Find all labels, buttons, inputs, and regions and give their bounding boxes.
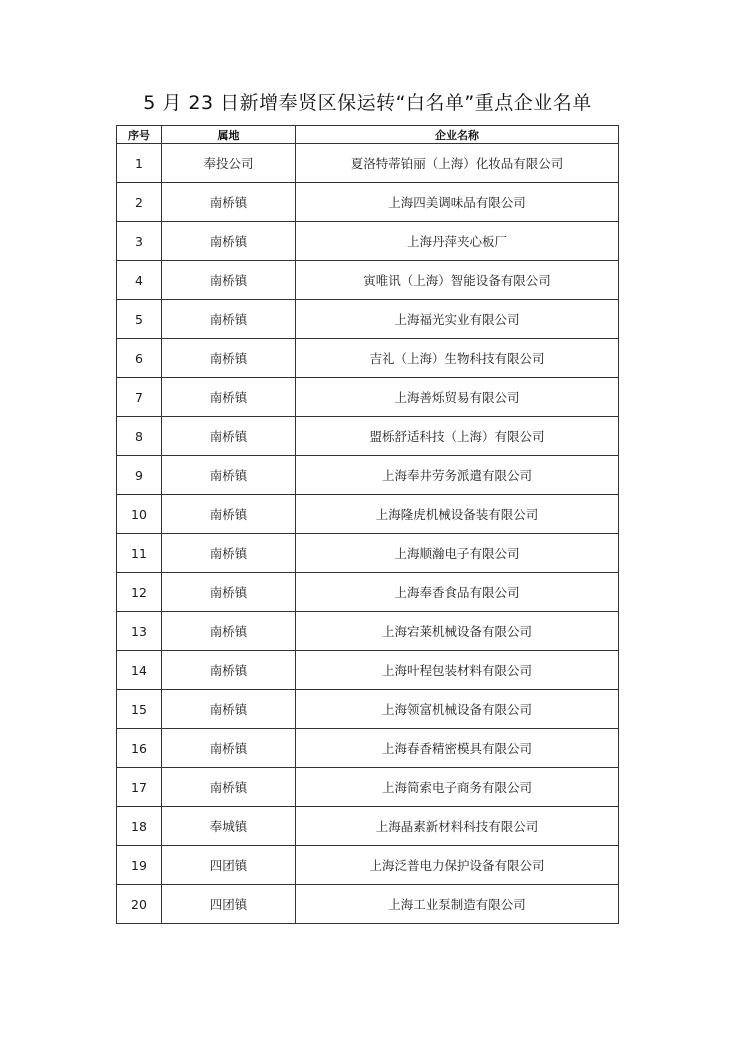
- row-jurisdiction: 南桥镇: [162, 183, 296, 222]
- row-serial-number: 10: [117, 495, 162, 534]
- row-company-name: 上海泛普电力保护设备有限公司: [296, 846, 619, 885]
- row-company-name: 上海领富机械设备有限公司: [296, 690, 619, 729]
- table-row: [117, 807, 619, 846]
- table-row: [117, 261, 619, 300]
- table-row: [117, 378, 619, 417]
- table-row: [117, 222, 619, 261]
- row-jurisdiction: 南桥镇: [162, 378, 296, 417]
- row-company-name: 上海叶程包装材料有限公司: [296, 651, 619, 690]
- row-serial-number: 13: [117, 612, 162, 651]
- table-row: [117, 495, 619, 534]
- row-jurisdiction: 奉城镇: [162, 807, 296, 846]
- row-company-name: 上海春香精密模具有限公司: [296, 729, 619, 768]
- row-jurisdiction: 南桥镇: [162, 768, 296, 807]
- row-jurisdiction: 南桥镇: [162, 261, 296, 300]
- row-company-name: 寅唯讯（上海）智能设备有限公司: [296, 261, 619, 300]
- row-serial-number: 18: [117, 807, 162, 846]
- row-serial-number: 15: [117, 690, 162, 729]
- row-company-name: 上海晶素新材料科技有限公司: [296, 807, 619, 846]
- row-serial-number: 3: [117, 222, 162, 261]
- row-jurisdiction: 南桥镇: [162, 495, 296, 534]
- row-company-name: 上海奉香食品有限公司: [296, 573, 619, 612]
- table-row: [117, 729, 619, 768]
- table-row: [117, 456, 619, 495]
- row-company-name: 上海顺瀚电子有限公司: [296, 534, 619, 573]
- row-company-name: 上海工业泵制造有限公司: [296, 885, 619, 924]
- row-jurisdiction: 南桥镇: [162, 534, 296, 573]
- row-serial-number: 8: [117, 417, 162, 456]
- row-jurisdiction: 南桥镇: [162, 573, 296, 612]
- table-row: [117, 690, 619, 729]
- row-company-name: 上海丹萍夹心板厂: [296, 222, 619, 261]
- table-row: [117, 300, 619, 339]
- row-company-name: 盟栎舒适科技（上海）有限公司: [296, 417, 619, 456]
- row-serial-number: 2: [117, 183, 162, 222]
- row-jurisdiction: 南桥镇: [162, 690, 296, 729]
- row-jurisdiction: 南桥镇: [162, 300, 296, 339]
- row-jurisdiction: 南桥镇: [162, 417, 296, 456]
- row-serial-number: 16: [117, 729, 162, 768]
- table-row: [117, 612, 619, 651]
- table-row: [117, 534, 619, 573]
- row-jurisdiction: 四团镇: [162, 885, 296, 924]
- row-serial-number: 12: [117, 573, 162, 612]
- row-serial-number: 1: [117, 144, 162, 183]
- row-serial-number: 9: [117, 456, 162, 495]
- table-row: [117, 417, 619, 456]
- row-jurisdiction: 南桥镇: [162, 222, 296, 261]
- row-jurisdiction: 南桥镇: [162, 456, 296, 495]
- header-company-name: 企业名称: [296, 126, 619, 144]
- company-whitelist-table: [116, 125, 619, 924]
- table-row: [117, 846, 619, 885]
- table-header-row: [117, 126, 619, 144]
- row-serial-number: 17: [117, 768, 162, 807]
- row-serial-number: 19: [117, 846, 162, 885]
- row-company-name: 吉礼（上海）生物科技有限公司: [296, 339, 619, 378]
- row-jurisdiction: 奉投公司: [162, 144, 296, 183]
- page-title: 5 月 23 日新增奉贤区保运转“白名单”重点企业名单: [143, 92, 592, 114]
- table-row: [117, 768, 619, 807]
- row-jurisdiction: 南桥镇: [162, 612, 296, 651]
- row-serial-number: 6: [117, 339, 162, 378]
- table-row: [117, 651, 619, 690]
- header-serial-number: 序号: [117, 126, 162, 144]
- row-serial-number: 4: [117, 261, 162, 300]
- row-serial-number: 14: [117, 651, 162, 690]
- row-jurisdiction: 南桥镇: [162, 339, 296, 378]
- row-serial-number: 20: [117, 885, 162, 924]
- row-jurisdiction: 南桥镇: [162, 651, 296, 690]
- row-jurisdiction: 四团镇: [162, 846, 296, 885]
- row-company-name: 上海奉井劳务派遣有限公司: [296, 456, 619, 495]
- row-jurisdiction: 南桥镇: [162, 729, 296, 768]
- row-company-name: 上海宕莱机械设备有限公司: [296, 612, 619, 651]
- table-row: [117, 885, 619, 924]
- row-serial-number: 5: [117, 300, 162, 339]
- table-row: [117, 183, 619, 222]
- row-company-name: 夏洛特蒂铂丽（上海）化妆品有限公司: [296, 144, 619, 183]
- header-jurisdiction: 属地: [162, 126, 296, 144]
- table-row: [117, 144, 619, 183]
- row-company-name: 上海福光实业有限公司: [296, 300, 619, 339]
- row-company-name: 上海隆虎机械设备装有限公司: [296, 495, 619, 534]
- table-row: [117, 573, 619, 612]
- table-row: [117, 339, 619, 378]
- row-serial-number: 11: [117, 534, 162, 573]
- row-company-name: 上海四美调味品有限公司: [296, 183, 619, 222]
- row-serial-number: 7: [117, 378, 162, 417]
- row-company-name: 上海简索电子商务有限公司: [296, 768, 619, 807]
- row-company-name: 上海善烁贸易有限公司: [296, 378, 619, 417]
